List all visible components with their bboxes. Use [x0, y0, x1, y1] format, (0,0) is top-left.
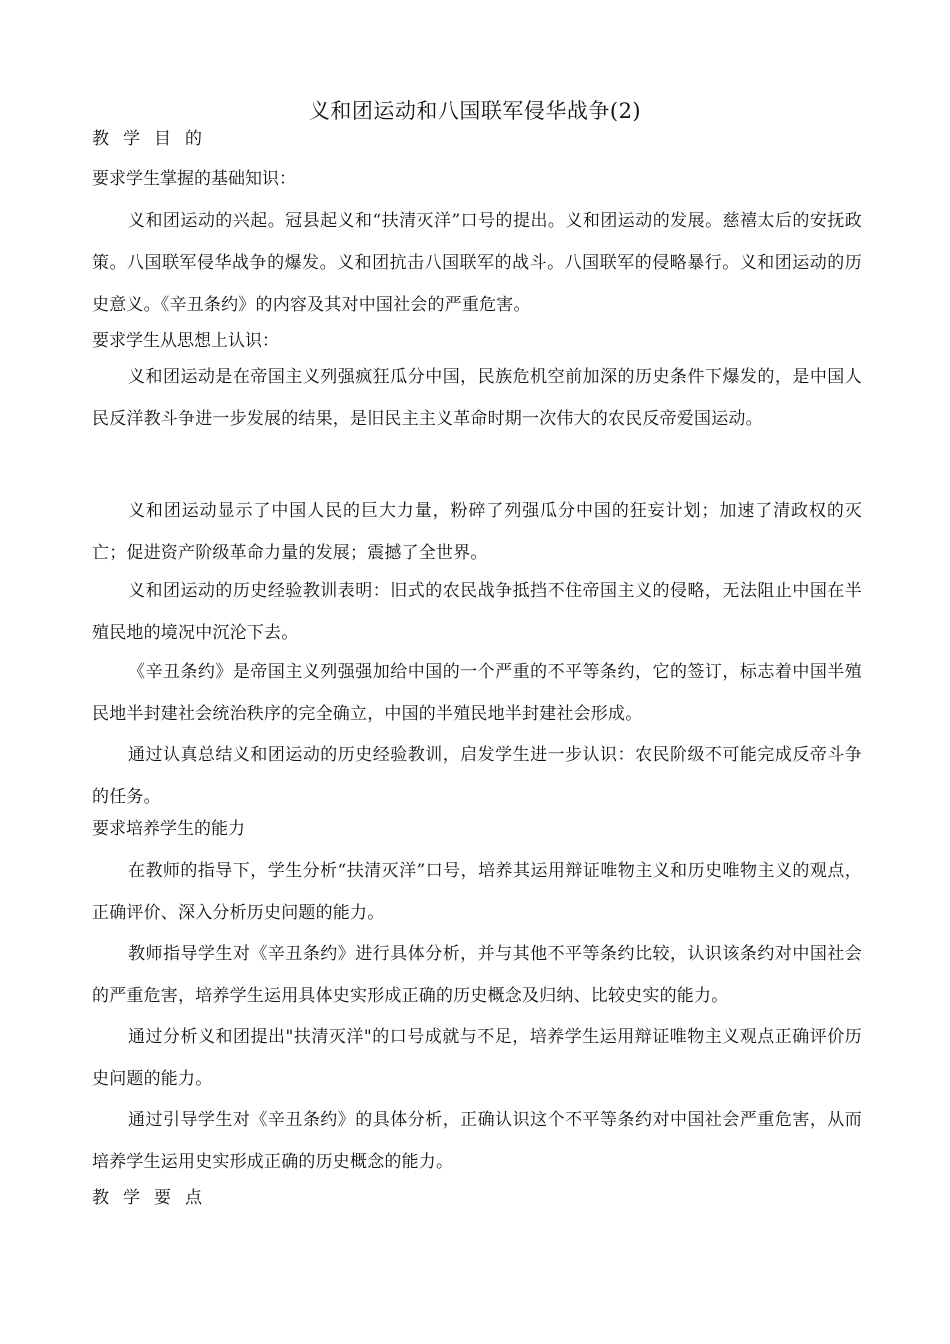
- paragraph-ability-3: 通过分析义和团提出"扶清灭洋"的口号成就与不足，培养学生运用辩证唯物主义观点正确评价历史问题的能力。: [92, 1027, 862, 1089]
- paragraph-ideology-4: 《辛丑条约》是帝国主义列强强加给中国的一个严重的不平等条约，它的签订，标志着中国半殖民地半封建社会统治秩序的完全确立，中国的半殖民地半封建社会形成。: [92, 662, 862, 724]
- paragraph-ideology-5: 通过认真总结义和团运动的历史经验教训，启发学生进一步认识：农民阶级不可能完成反帝斗争的任务。: [92, 745, 862, 807]
- paragraph-ability-1: 在教师的指导下，学生分析“扶清灭洋”口号，培养其运用辩证唯物主义和历史唯物主义的观点，正确评价、深入分析历史问题的能力。: [92, 861, 862, 923]
- paragraph-ideology-2: 义和团运动显示了中国人民的巨大力量，粉碎了列强瓜分中国的狂妄计划；加速了清政权的灭亡；促进资产阶级革命力量的发展；震撼了全世界。: [92, 501, 862, 563]
- paragraph-ability-4: 通过引导学生对《辛丑条约》的具体分析，正确认识这个不平等条约对中国社会严重危害，从而培养学生运用史实形成正确的历史概念的能力。: [92, 1110, 862, 1172]
- paragraph-basic-knowledge: 义和团运动的兴起。冠县起义和“扶清灭洋”口号的提出。义和团运动的发展。慈禧太后的安抚政策。八国联军侵华战争的爆发。义和团抗击八国联军的战斗。八国联军的侵略暴行。义和团运动的历史意义。《辛丑条约》的内容及其对中国社会的严重危害。: [92, 211, 862, 315]
- heading-objectives: 教学目的: [92, 129, 216, 149]
- heading-ability-training: 要求培养学生的能力: [92, 819, 245, 839]
- heading-basic-knowledge: 要求学生掌握的基础知识：: [92, 169, 296, 189]
- heading-ideological-understanding: 要求学生从思想上认识：: [92, 331, 279, 351]
- heading-key-points: 教学要点: [92, 1188, 216, 1208]
- document-title: 义和团运动和八国联军侵华战争(2): [308, 99, 642, 123]
- paragraph-ideology-3: 义和团运动的历史经验教训表明：旧式的农民战争抵挡不住帝国主义的侵略，无法阻止中国在半殖民地的境况中沉沦下去。: [92, 581, 862, 643]
- paragraph-ability-2: 教师指导学生对《辛丑条约》进行具体分析，并与其他不平等条约比较，认识该条约对中国社会的严重危害，培养学生运用具体史实形成正确的历史概念及归纳、比较史实的能力。: [92, 944, 862, 1006]
- paragraph-ideology-1: 义和团运动是在帝国主义列强疯狂瓜分中国，民族危机空前加深的历史条件下爆发的，是中国人民反洋教斗争进一步发展的结果，是旧民主主义革命时期一次伟大的农民反帝爱国运动。: [92, 367, 862, 429]
